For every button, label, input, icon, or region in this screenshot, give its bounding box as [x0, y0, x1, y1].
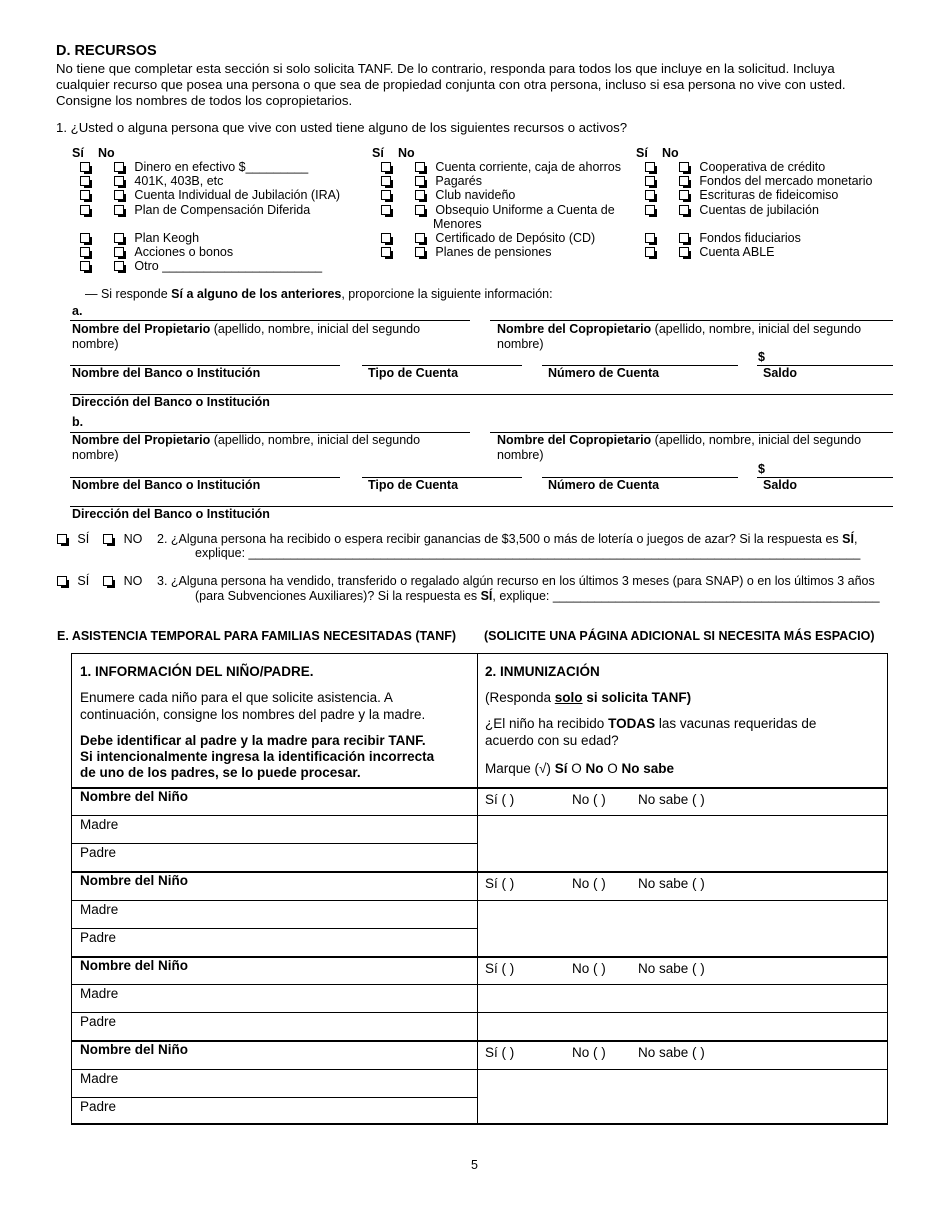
owner-name-tail: nombre) [72, 448, 119, 462]
asset-label: Cuenta ABLE [699, 245, 775, 259]
section-d-intro-1: No tiene que completar esta sección si solo solicita TANF. De lo contrario, responda para todos los que incluye en la solicitud. Incluya [56, 61, 835, 76]
question-3-explain[interactable]: (para Subvenciones Auxiliares)? Si la respuesta es SÍ, explique: _______________________________________________ [195, 589, 880, 603]
immunization-nosabe[interactable]: No sabe ( ) [638, 876, 705, 891]
bank-name-field[interactable]: Nombre del Banco o Institución [72, 366, 261, 380]
immunization-si[interactable]: Sí ( ) [485, 876, 515, 891]
no-checkbox[interactable] [103, 534, 113, 544]
asset-label: Plan Keogh [134, 231, 200, 245]
col1-no-header: No [98, 146, 115, 160]
owner-name-tail: nombre) [72, 337, 119, 351]
immunization-note: (Responda solo si solicita TANF) [485, 690, 692, 705]
asset-item[interactable] [381, 188, 515, 202]
immunization-mark: Marque (√) Sí O No O No sabe [485, 761, 675, 776]
coowner-name-field[interactable]: Nombre del Copropietario (apellido, nombre, inicial del segundo [497, 433, 862, 447]
asset-item[interactable] [80, 259, 322, 273]
no-checkbox[interactable] [415, 162, 425, 172]
immunization-nosabe[interactable]: No sabe ( ) [638, 792, 705, 807]
child-info-p1: Enumere cada niño para el que solicite asistencia. A [80, 690, 393, 705]
question-3: 3. ¿Alguna persona ha vendido, transferido o regalado algún recurso en los últimos 3 meses (para SNAP) o en los últimos 3 años [157, 574, 875, 588]
child-name-field[interactable]: Nombre del Niño [80, 789, 189, 804]
asset-label: Cuenta corriente, caja de ahorros [435, 160, 621, 174]
father-name-field[interactable]: Padre [80, 930, 117, 945]
asset-item[interactable] [80, 160, 308, 174]
asset-item[interactable] [381, 245, 551, 259]
no-checkbox[interactable] [679, 176, 689, 186]
asset-item[interactable] [645, 245, 774, 259]
no-checkbox[interactable] [114, 247, 124, 257]
si-checkbox[interactable] [381, 247, 391, 257]
asset-label: Cuentas de jubilación [699, 203, 819, 217]
asset-label: Otro _______________________ [134, 259, 323, 273]
si-checkbox[interactable] [381, 190, 391, 200]
coowner-name-tail: nombre) [497, 337, 544, 351]
no-checkbox[interactable] [114, 233, 124, 243]
question-2: 2. ¿Alguna persona ha recibido o espera recibir ganancias de $3,500 o más de lotería o juegos de azar? Si la respuesta es SÍ, [157, 532, 858, 546]
asset-item[interactable] [80, 188, 340, 202]
asset-label: 401K, 403B, etc [134, 174, 224, 188]
section-d-heading: D. RECURSOS [56, 43, 157, 59]
no-checkbox[interactable] [679, 205, 689, 215]
si-checkbox[interactable] [80, 190, 90, 200]
no-checkbox[interactable] [415, 247, 425, 257]
child-name-field[interactable]: Nombre del Niño [80, 958, 189, 973]
section-e-note: (SOLICITE UNA PÁGINA ADICIONAL SI NECESITA MÁS ESPACIO) [484, 629, 875, 643]
si-checkbox[interactable] [80, 247, 90, 257]
si-checkbox[interactable] [381, 233, 391, 243]
q2-yes-no[interactable]: SÍ NO [57, 532, 142, 546]
child-info-p2: de uno de los padres, se lo puede procesar. [80, 765, 361, 780]
si-checkbox[interactable] [645, 190, 655, 200]
immunization-nosabe[interactable]: No sabe ( ) [638, 1045, 705, 1060]
child-info-p2: Debe identificar al padre y la madre para recibir TANF. [80, 733, 426, 748]
if-yes-instruction: — Si responde Sí a alguno de los anteriores, proporcione la siguiente información: [85, 287, 553, 301]
si-checkbox[interactable] [381, 176, 391, 186]
col1-si-header: Sí [72, 146, 84, 160]
asset-label: Planes de pensiones [435, 245, 552, 259]
dollar-sign: $ [758, 350, 765, 364]
no-checkbox[interactable] [679, 233, 689, 243]
no-checkbox[interactable] [114, 261, 124, 271]
si-checkbox[interactable] [645, 233, 655, 243]
page-number: 5 [471, 1158, 478, 1172]
father-name-field[interactable]: Padre [80, 845, 117, 860]
col3-no-header: No [662, 146, 679, 160]
asset-item[interactable] [80, 245, 233, 259]
si-checkbox[interactable] [80, 205, 90, 215]
owner-name-field[interactable]: Nombre del Propietario (apellido, nombre, inicial del segundo [72, 433, 421, 447]
col3-si-header: Sí [636, 146, 648, 160]
si-checkbox[interactable] [57, 534, 67, 544]
asset-label: Pagarés [435, 174, 482, 188]
asset-label: Club navideño [435, 188, 516, 202]
si-checkbox[interactable] [645, 205, 655, 215]
account-number-field[interactable]: Número de Cuenta [548, 478, 660, 492]
no-checkbox[interactable] [679, 247, 689, 257]
asset-label: Fondos del mercado monetario [699, 174, 873, 188]
no-checkbox[interactable] [114, 190, 124, 200]
no-checkbox[interactable] [114, 205, 124, 215]
asset-item[interactable] [645, 231, 801, 245]
si-checkbox[interactable] [645, 176, 655, 186]
child-info-title: 1. INFORMACIÓN DEL NIÑO/PADRE. [80, 664, 314, 679]
asset-item[interactable] [645, 160, 825, 174]
col2-si-header: Sí [372, 146, 384, 160]
child-info-p1: continuación, consigne los nombres del padre y la madre. [80, 707, 426, 722]
si-checkbox[interactable] [80, 176, 90, 186]
si-checkbox[interactable] [80, 261, 90, 271]
immunization-si[interactable]: Sí ( ) [485, 1045, 515, 1060]
no-checkbox[interactable] [415, 190, 425, 200]
owner-name-field[interactable]: Nombre del Propietario (apellido, nombre, inicial del segundo [72, 322, 421, 336]
no-checkbox[interactable] [114, 176, 124, 186]
asset-label: Cooperativa de crédito [699, 160, 826, 174]
q3-yes-no[interactable]: SÍ NO [57, 574, 142, 588]
balance-field[interactable]: Saldo [763, 366, 798, 380]
balance-field[interactable]: Saldo [763, 478, 798, 492]
asset-label-continued: Menores [433, 217, 482, 231]
no-checkbox[interactable] [415, 176, 425, 186]
asset-item[interactable] [381, 203, 615, 217]
asset-item[interactable] [645, 203, 819, 217]
block-b-label: b. [72, 415, 84, 429]
no-checkbox[interactable] [679, 190, 689, 200]
bank-address-field[interactable]: Dirección del Banco o Institución [72, 395, 270, 409]
mother-name-field[interactable]: Madre [80, 1071, 119, 1086]
account-number-field[interactable]: Número de Cuenta [548, 366, 660, 380]
no-checkbox[interactable] [679, 162, 689, 172]
asset-item[interactable] [381, 174, 482, 188]
si-checkbox[interactable] [57, 576, 67, 586]
section-d-intro-2: cualquier recurso que posea una persona o que sea de propiedad conjunta con otra persona, incluso si esa persona no vive con usted. [56, 77, 846, 92]
asset-label: Plan de Compensación Diferida [134, 203, 311, 217]
bank-name-field[interactable]: Nombre del Banco o Institución [72, 478, 261, 492]
dollar-sign: $ [758, 462, 765, 476]
immunization-no[interactable]: No ( ) [572, 792, 606, 807]
immunization-no[interactable]: No ( ) [572, 876, 606, 891]
no-checkbox[interactable] [114, 162, 124, 172]
immunization-question: ¿El niño ha recibido TODAS las vacunas requeridas de [485, 716, 817, 731]
asset-item[interactable] [381, 231, 595, 245]
asset-item[interactable] [80, 174, 223, 188]
asset-label: Dinero en efectivo $_________ [134, 160, 309, 174]
section-e-heading: E. ASISTENCIA TEMPORAL PARA FAMILIAS NECESITADAS (TANF) [57, 629, 457, 643]
col2-no-header: No [398, 146, 415, 160]
child-name-field[interactable]: Nombre del Niño [80, 873, 189, 888]
immunization-si[interactable]: Sí ( ) [485, 792, 515, 807]
immunization-no[interactable]: No ( ) [572, 1045, 606, 1060]
account-type-field[interactable]: Tipo de Cuenta [368, 478, 459, 492]
coowner-name-field[interactable]: Nombre del Copropietario (apellido, nombre, inicial del segundo [497, 322, 862, 336]
block-a-label: a. [72, 304, 83, 318]
asset-label: Escrituras de fideicomiso [699, 188, 839, 202]
asset-item[interactable] [80, 203, 310, 217]
section-d-intro-3: Consigne los nombres de todos los copropietarios. [56, 93, 353, 108]
asset-item[interactable] [80, 231, 199, 245]
father-name-field[interactable]: Padre [80, 1014, 117, 1029]
mother-name-field[interactable]: Madre [80, 902, 119, 917]
no-checkbox[interactable] [415, 233, 425, 243]
asset-label: Certificado de Depósito (CD) [435, 231, 596, 245]
asset-item[interactable] [381, 160, 621, 174]
asset-label: Acciones o bonos [134, 245, 234, 259]
child-name-field[interactable]: Nombre del Niño [80, 1042, 189, 1057]
immunization-si[interactable]: Sí ( ) [485, 961, 515, 976]
no-checkbox[interactable] [103, 576, 113, 586]
question-2-explain[interactable]: explique: ________________________________________________________________________________________ [195, 546, 861, 560]
no-checkbox[interactable] [415, 205, 425, 215]
mother-name-field[interactable]: Madre [80, 986, 119, 1001]
immunization-title: 2. INMUNIZACIÓN [485, 664, 600, 679]
asset-label: Fondos fiduciarios [699, 231, 801, 245]
immunization-nosabe[interactable]: No sabe ( ) [638, 961, 705, 976]
child-info-p2: Si intencionalmente ingresa la identificación incorrecta [80, 749, 435, 764]
si-checkbox[interactable] [80, 233, 90, 243]
asset-label: Cuenta Individual de Jubilación (IRA) [134, 188, 341, 202]
asset-label: Obsequio Uniforme a Cuenta de [435, 203, 615, 217]
father-name-field[interactable]: Padre [80, 1099, 117, 1114]
bank-address-field[interactable]: Dirección del Banco o Institución [72, 507, 270, 521]
si-checkbox[interactable] [80, 162, 90, 172]
immunization-question-2: acuerdo con su edad? [485, 733, 619, 748]
question-1: 1. ¿Usted o alguna persona que vive con usted tiene alguno de los siguientes recursos o activos? [56, 120, 628, 135]
si-checkbox[interactable] [645, 247, 655, 257]
immunization-no[interactable]: No ( ) [572, 961, 606, 976]
coowner-name-tail: nombre) [497, 448, 544, 462]
si-checkbox[interactable] [381, 162, 391, 172]
asset-item[interactable] [645, 188, 838, 202]
mother-name-field[interactable]: Madre [80, 817, 119, 832]
si-checkbox[interactable] [381, 205, 391, 215]
si-checkbox[interactable] [645, 162, 655, 172]
asset-item[interactable] [645, 174, 872, 188]
account-type-field[interactable]: Tipo de Cuenta [368, 366, 459, 380]
